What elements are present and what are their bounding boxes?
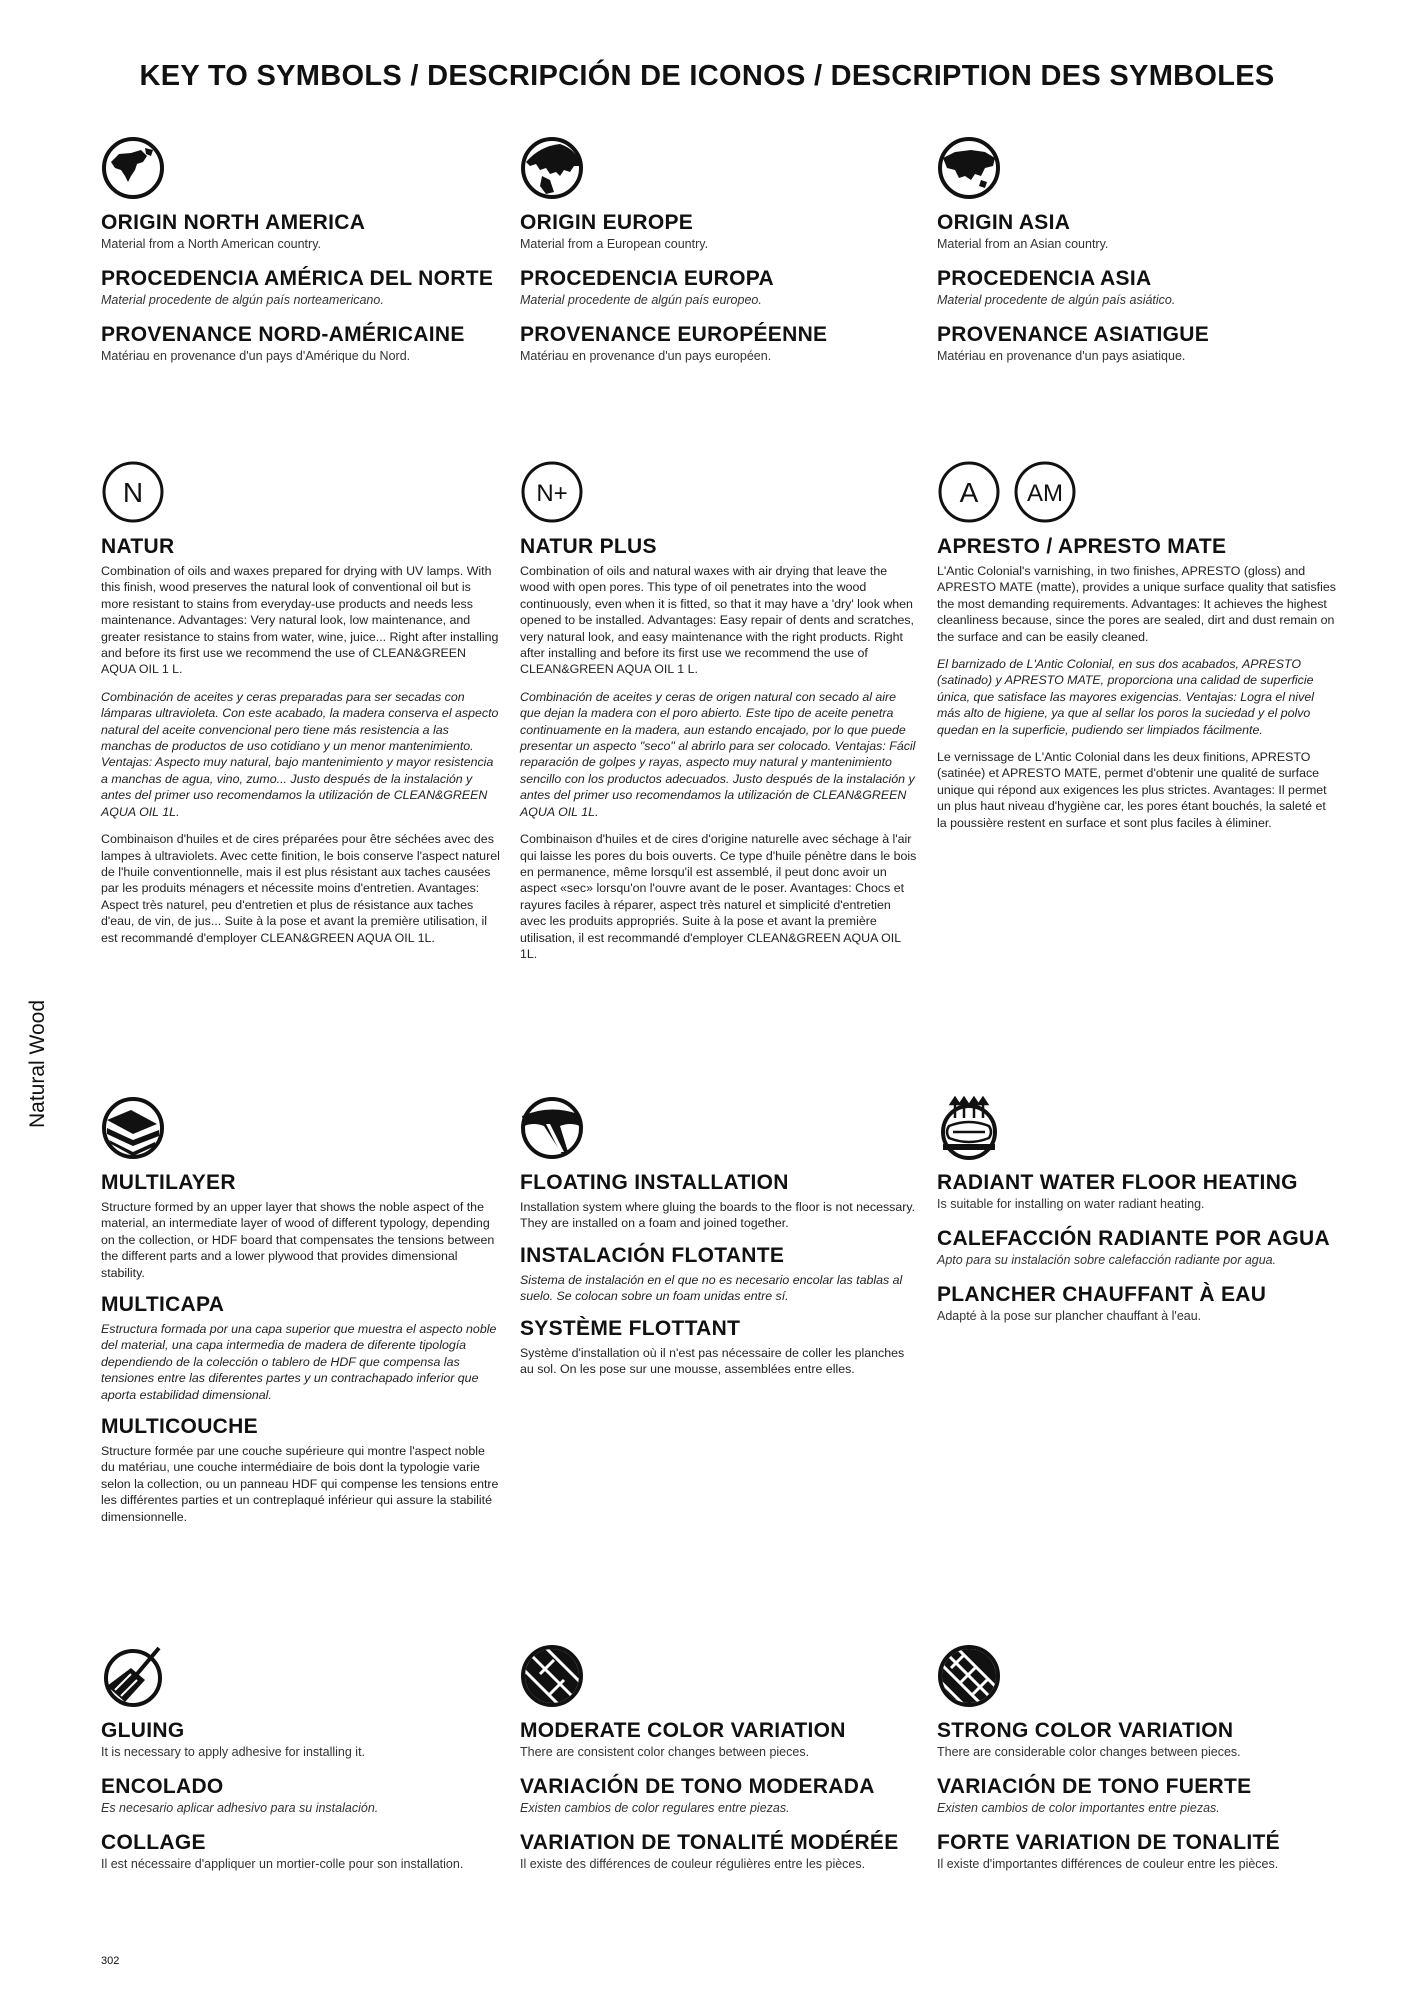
radiant-heating-icon [937,1096,1001,1160]
section-multilayer [101,1094,501,1536]
finish-title: APRESTO / APRESTO MATE [937,535,1227,558]
finish-title: NATUR [101,535,175,558]
svg-text:AM: AM [1027,480,1063,507]
item-text: Material from an Asian country. [937,237,1109,251]
item-text: Structure formed by an upper layer that shows the noble aspect of the material, an intermediate layer of wood of different typology, depending on the collection, or HDF board that compensates the tensions between the different parts and a lower plywood that provides dimensional stability. [101,1200,495,1280]
item-text: Structure formée par une couche supérieure qui montre l'aspect noble du matériau, une couche intermédiaire de bois dont la typologie varie selon la collection, ou un panneau HDF qui compense les tensions entre les différentes parties et un contreplaqué inférieur qui assure la stabilité dimensionnelle. [101,1444,499,1524]
section-natur-plus [520,458,920,973]
item-title: PLANCHER CHAUFFANT À EAU [937,1283,1267,1306]
strong-color-variation-icon [937,1644,1001,1708]
item-text: Is suitable for installing on water radiant heating. [937,1197,1205,1211]
item-text: Existen cambios de color regulares entre piezas. [520,1801,790,1815]
gluing-icon [101,1644,165,1708]
item-title: INSTALACIÓN FLOTANTE [520,1243,785,1267]
section-floating-installation [520,1094,920,1388]
globe-europe-icon [520,136,584,200]
item-title: SYSTÈME FLOTTANT [520,1316,741,1340]
svg-text:N: N [122,477,144,508]
finish-paragraph-es: Combinación de aceites y ceras de origen natural con secado al aire que dejan la madera con el poro abierto. Este tipo de aceite penetra continuamente en la madera, aun estando encajado, por lo que puede presentar un aspecto "seco" al abrirlo para ser colocado. Ventajas: Fácil reparación de golpes y rayas, aspecto muy natural y mantenimiento sencillo con los productos adecuados. Justo después de la instalación y antes del primer uso recomendamos la utilización de CLEAN&GREEN AQUA OIL 1L. [520,689,916,819]
natur-badge-icon [101,460,165,524]
item-title: MULTICOUCHE [101,1415,258,1439]
item-text: Matériau en provenance d'un pays asiatique. [937,349,1186,363]
item-text: Material procedente de algún país norteamericano. [101,293,384,307]
item-text: Material procedente de algún país asiático. [937,293,1176,307]
page-number: 302 [101,1955,120,1967]
item-title: ORIGIN ASIA [937,211,1071,234]
item-text: Apto para su instalación sobre calefacción radiante por agua. [937,1253,1277,1267]
finish-paragraph-es: El barnizado de L'Antic Colonial, en sus dos acabados, APRESTO (satinado) y APRESTO MATE, proporciona una calidad de superficie única, que satisface las mayores exigencias. Ventajas: Logra el nivel más alto de higiene, ya que al sellar los poros la suciedad y el polvo quedan en la superficie, pudiendo ser limpiados fácilmente. [937,657,1314,737]
section-origin-north-america [101,134,501,378]
item-text: Il existe d'importantes différences de couleur entre les pièces. [937,1857,1279,1871]
item-title: PROVENANCE ASIATIGUE [937,323,1210,346]
section-origin-europe [520,134,920,378]
finish-paragraph-fr: Le vernissage de L'Antic Colonial dans les deux finitions, APRESTO (satinée) et APRESTO MATE, permet d'obtenir une qualité de surface unique qui répond aux exigences les plus strictes. Avantages: Il permet un plus haut niveau d'hygiène car, les pores étant bouchés, la saleté et la poussière restent en surface et sont plus faciles à éliminer. [937,750,1327,830]
item-title: GLUING [101,1719,185,1742]
item-text: There are consistent color changes between pieces. [520,1745,810,1759]
item-title: PROCEDENCIA AMÉRICA DEL NORTE [101,267,494,290]
item-title: PROCEDENCIA ASIA [937,267,1152,290]
finish-paragraph-fr: Combinaison d'huiles et de cires d'origine naturelle avec séchage à l'air qui laisse les pores du bois ouverts. Ce type d'huile pénètre dans le bois en permanence, même lorsqu'il est assemblé, il peut donc avoir un aspect «sec» lorsqu'on l'ouvre avant de le poser. Avantages: Chocs et rayures faciles à réparer, aspect très naturel et simplicité d'entretien avec les produits appropriés. Suite à la pose et avant la première utilisation, il est recommandé d'employer CLEAN&GREEN AQUA OIL 1L. [520,832,917,961]
section-apresto [937,458,1337,842]
section-strong-color-variation [937,1642,1337,1886]
svg-text:A: A [959,477,979,508]
item-text: Es necesario aplicar adhesivo para su instalación. [101,1801,379,1815]
item-title: CALEFACCIÓN RADIANTE POR AGUA [937,1227,1330,1250]
section-radiant-heating [937,1094,1337,1338]
item-text: Existen cambios de color importantes entre piezas. [937,1801,1220,1815]
item-title: ENCOLADO [101,1775,224,1798]
globe-asia-icon [937,136,1001,200]
finish-title: NATUR PLUS [520,535,657,558]
item-text: Système d'installation où il n'est pas nécessaire de coller les planches au sol. On les pose sur une mousse, assemblées entre elles. [520,1345,905,1377]
finish-paragraph-fr: Combinaison d'huiles et de cires préparées pour être séchées avec des lampes à ultraviolets. Avec cette finition, le bois conserve l'aspect naturel de l'huile conventionnelle, mais il est plus résistant aux taches causées par les produits ménagers et nécessite moins d'entretien. Avantages: Aspect très naturel, peu d'entretien et plus de résistance aux taches d'eau, de vin, de jus... Suite à la pose et avant la première utilisation, il est recommandé d'employer CLEAN&GREEN AQUA OIL 1L. [101,832,500,945]
item-text: It is necessary to apply adhesive for installing it. [101,1745,366,1759]
item-title: STRONG COLOR VARIATION [937,1719,1234,1742]
apresto-badge-icon [937,460,1001,524]
item-title: RADIANT WATER FLOOR HEATING [937,1171,1298,1194]
item-text: Material from a European country. [520,237,709,251]
section-origin-asia [937,134,1337,378]
item-title: COLLAGE [101,1831,206,1854]
item-text: Material from a North American country. [101,237,321,251]
item-text: Il existe des différences de couleur régulières entre les pièces. [520,1857,866,1871]
apresto-mate-badge-icon [1013,460,1077,524]
item-title: ORIGIN NORTH AMERICA [101,211,366,234]
globe-north-america-icon [101,136,165,200]
item-title: PROVENANCE EUROPÉENNE [520,323,828,346]
svg-text:N+: N+ [536,480,568,507]
finish-paragraph-en: L'Antic Colonial's varnishing, in two finishes, APRESTO (gloss) and APRESTO MATE (matte), provides a unique surface quality that satisfies the most demanding requirements. Advantages: It achieves the highest cleanliness because, since the pores are sealed, dirt and dust remain on the surface and can be easily cleaned. [937,564,1336,644]
item-title: ORIGIN EUROPE [520,211,694,234]
item-text: Adapté à la pose sur plancher chauffant à l'eau. [937,1309,1202,1323]
item-text: Material procedente de algún país europeo. [520,293,762,307]
section-gluing [101,1642,501,1886]
section-natur [101,458,501,957]
natur-plus-badge-icon [520,460,584,524]
item-title: VARIACIÓN DE TONO FUERTE [937,1775,1252,1798]
finish-paragraph-en: Combination of oils and waxes prepared for drying with UV lamps. With this finish, wood preserves the natural look of conventional oil but is more resistant to stains from everyday-use products and needs less maintenance. Advantages: Very natural look, low maintenance, and greater resistance to stains from water, wine, juice... Right after installing and before its first use we recommend the use of CLEAN&GREEN AQUA OIL 1 L. [101,564,499,677]
item-title: MULTICAPA [101,1293,225,1317]
item-text: There are considerable color changes between pieces. [937,1745,1241,1759]
finish-paragraph-es: Combinación de aceites y ceras preparadas para ser secadas con lámparas ultravioleta. Con este acabado, la madera conserva el aspecto natural del aceite convencional pero tiene más resistencia a las manchas de productos de uso cotidiano y un menor mantenimiento. Ventajas: Aspecto muy natural, bajo mantenimiento y mayor resistencia a manchas de agua, vino, zumo... Justo después de la instalación y antes del primer uso recomendamos la utilización de CLEAN&GREEN AQUA OIL 1L. [101,689,499,819]
item-text: Estructura formada por una capa superior que muestra el aspecto noble del material, una capa intermedia de madera de diferente tipología dependiendo de la colección o tablero de HDF que compensa las tensiones entre las diferentes partes y un contrachapado inferior que aporta estabilidad dimensional. [101,1322,497,1402]
side-label: Natural Wood [26,999,49,1128]
item-title: MODERATE COLOR VARIATION [520,1719,846,1742]
multilayer-icon [101,1096,165,1160]
item-text: Matériau en provenance d'un pays européen. [520,349,772,363]
item-text: Il est nécessaire d'appliquer un mortier-colle pour son installation. [101,1857,464,1871]
item-title: FLOATING INSTALLATION [520,1171,789,1194]
section-moderate-color-variation [520,1642,920,1886]
page-title: KEY TO SYMBOLS / DESCRIPCIÓN DE ICONOS / DESCRIPTION DES SYMBOLES [139,60,1275,92]
item-title: FORTE VARIATION DE TONALITÉ [937,1831,1280,1854]
item-title: VARIACIÓN DE TONO MODERADA [520,1775,875,1798]
floating-installation-icon [520,1096,584,1160]
finish-paragraph-en: Combination of oils and natural waxes with air drying that leave the wood with open pores. This type of oil penetrates into the wood continuously, even when it is fitted, so that it may have a 'dry' look when opened to be installed. Advantages: Easy repair of dents and scratches, very natural look, and easy maintenance with the right products. Right after installing and before its first use we recommend the use of CLEAN&GREEN AQUA OIL 1 L. [520,564,915,677]
item-title: MULTILAYER [101,1171,236,1194]
item-text: Matériau en provenance d'un pays d'Amérique du Nord. [101,349,411,363]
item-title: PROVENANCE NORD-AMÉRICAINE [101,323,465,346]
item-title: VARIATION DE TONALITÉ MODÉRÉE [520,1831,899,1854]
item-title: PROCEDENCIA EUROPA [520,267,774,290]
moderate-color-variation-icon [520,1644,584,1708]
item-text: Installation system where gluing the boards to the floor is not necessary. They are installed on a foam and joined together. [520,1200,916,1231]
item-text: Sistema de instalación en el que no es necesario encolar las tablas al suelo. Se colocan sobre un foam unidas entre sí. [520,1272,903,1304]
